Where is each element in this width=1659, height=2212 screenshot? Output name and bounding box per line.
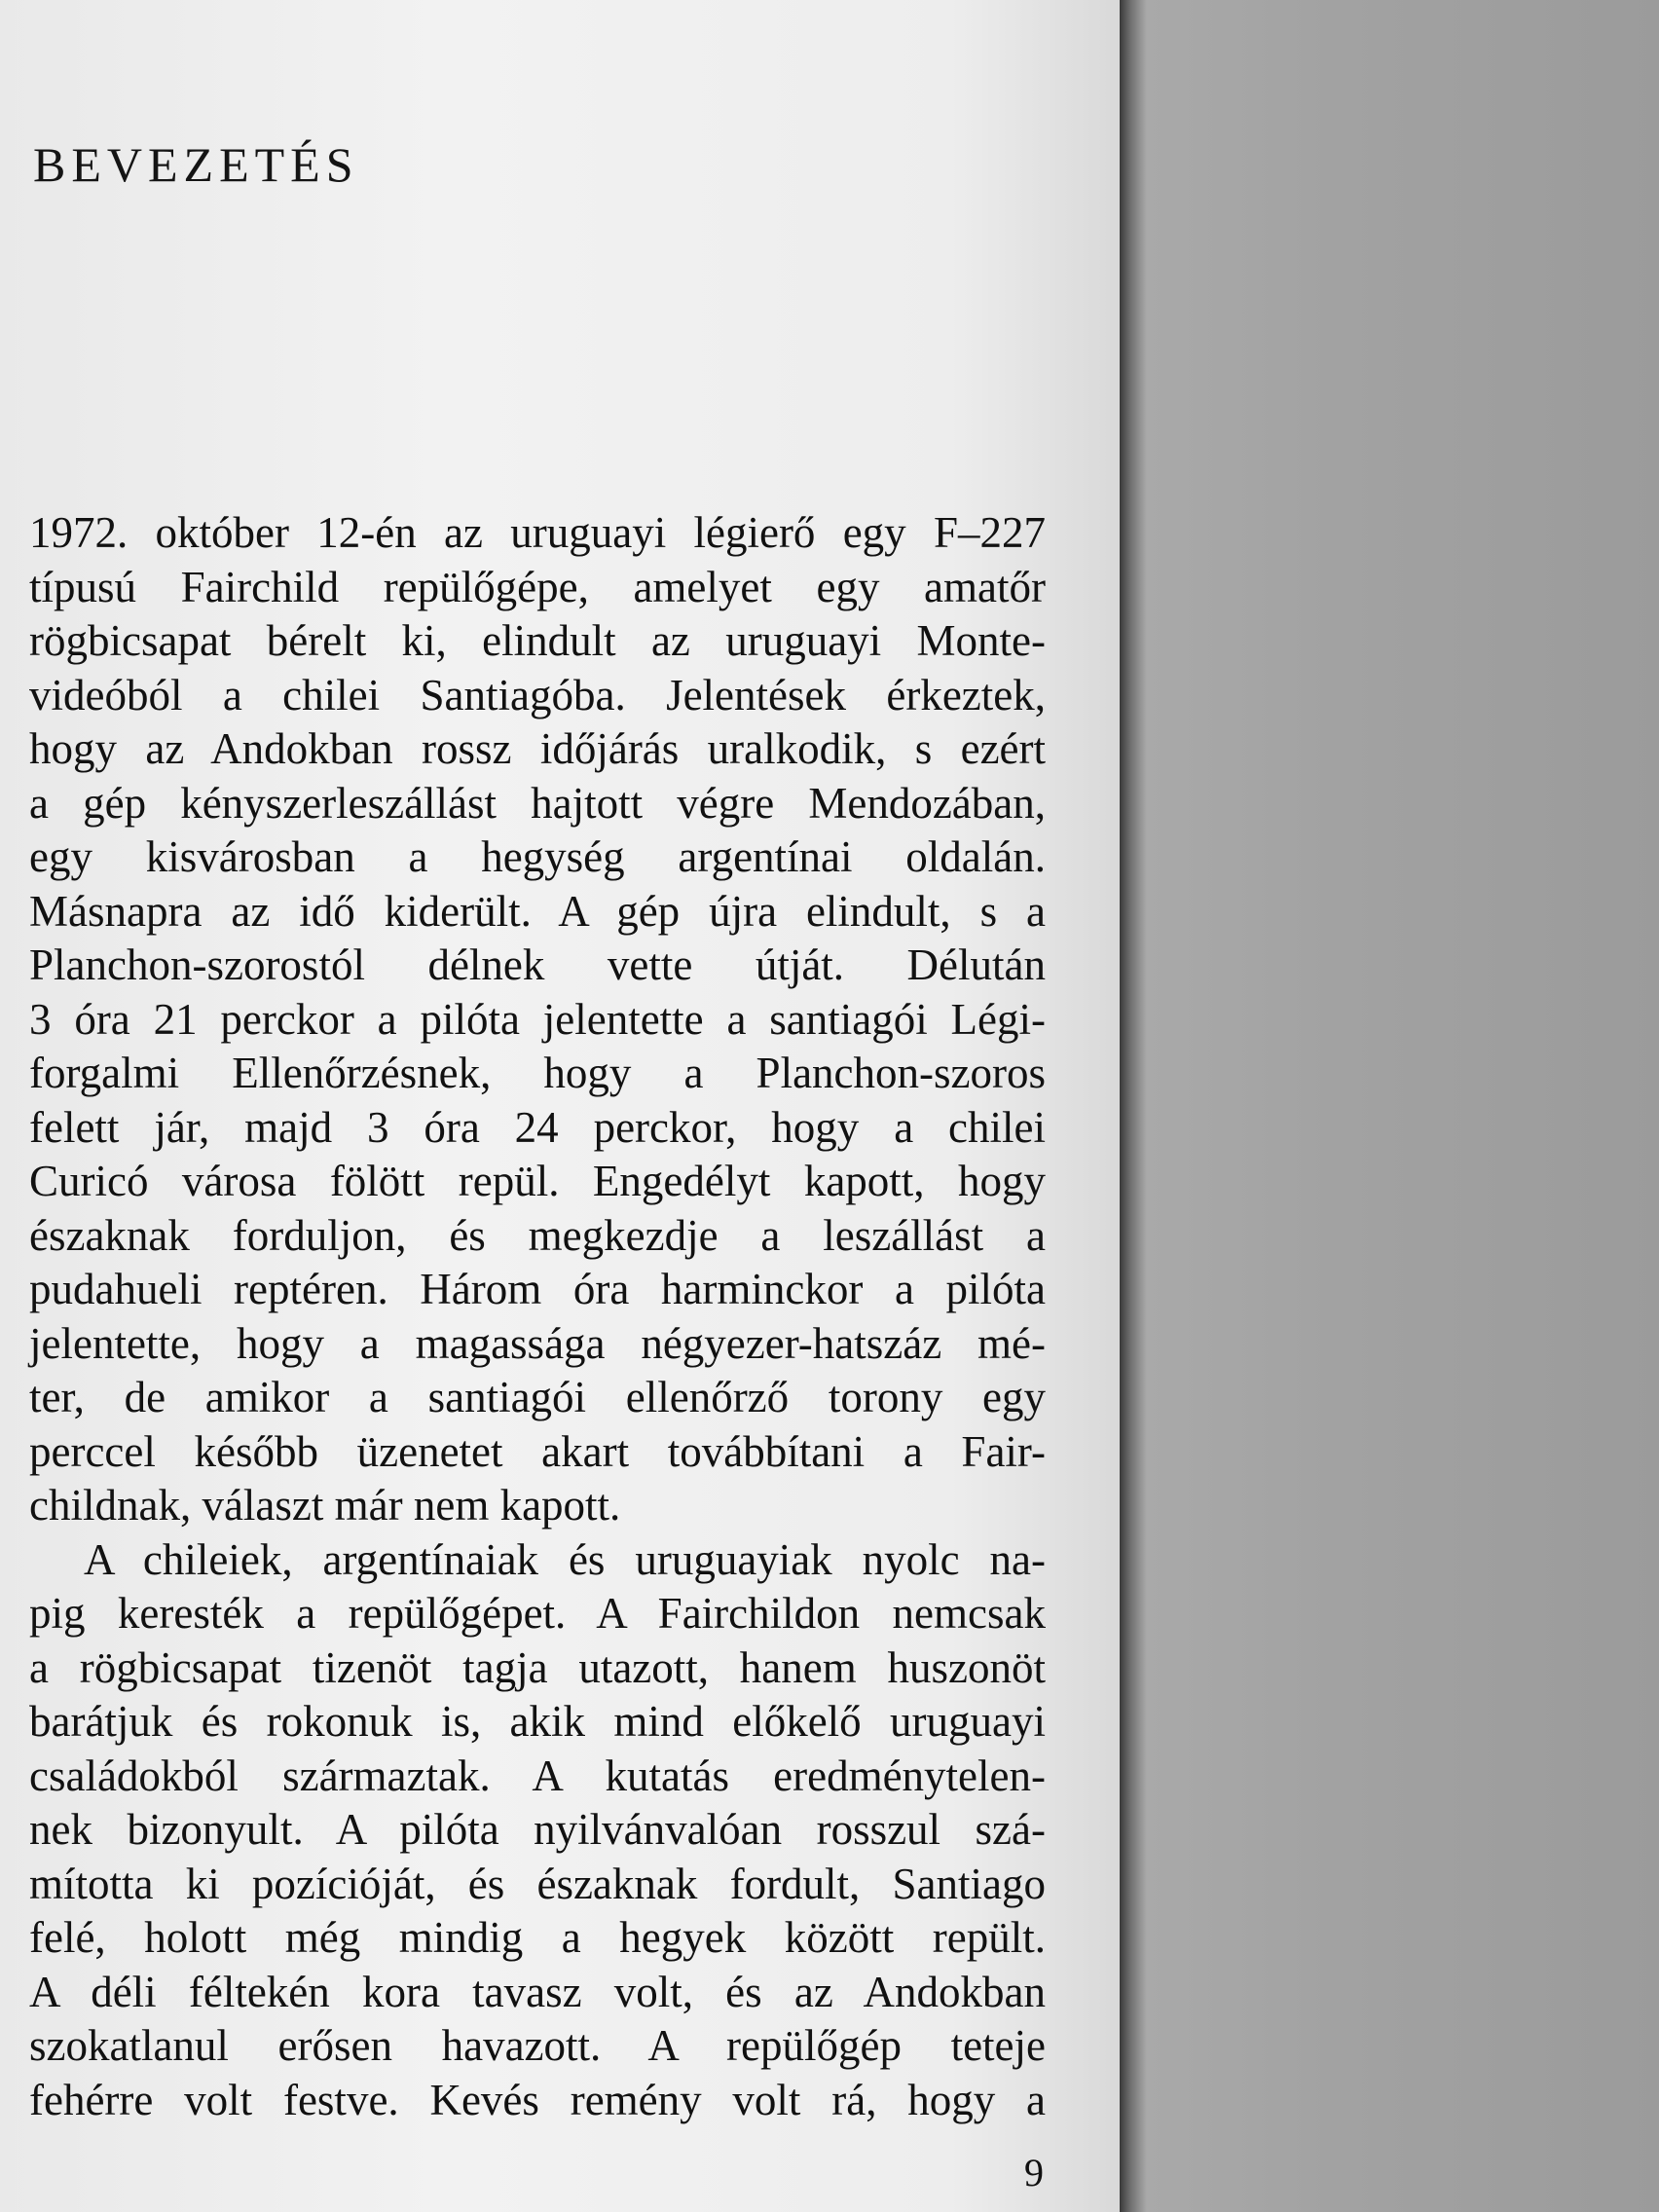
text-line: A chileiek, argentínaiak és uruguayiak nyolc na- <box>84 1534 1046 1584</box>
text-line: rögbicsapat bérelt ki, elindult az uruguayi Monte- <box>29 616 1046 665</box>
text-line: Másnapra az idő kiderült. A gép újra elindult, s a <box>29 886 1046 936</box>
text-line: barátjuk és rokonuk is, akik mind előkelő uruguayi <box>29 1697 1046 1746</box>
text-line: Planchon-szorostól délnek vette útját. Délután <box>29 940 1046 989</box>
text-line: felett jár, majd 3 óra 24 perckor, hogy a chilei <box>29 1102 1046 1152</box>
text-line: A déli féltekén kora tavasz volt, és az Andokban <box>29 1967 1046 2016</box>
text-line: perccel később üzenetet akart továbbítani a Fair- <box>29 1426 1046 1476</box>
text-line: videóból a chilei Santiagóba. Jelentések érkeztek, <box>29 670 1046 719</box>
text-line: jelentette, hogy a magassága négyezer-hatszáz mé- <box>29 1318 1046 1368</box>
text-line: egy kisvárosban a hegység argentínai oldalán. <box>29 832 1046 881</box>
text-line: a gép kényszerleszállást hajtott végre Mendozában, <box>29 778 1046 828</box>
text-line: 3 óra 21 perckor a pilóta jelentette a santiagói Légi- <box>29 994 1046 1044</box>
text-line: 1972. október 12-én az uruguayi légierő egy F–227 <box>29 508 1046 557</box>
text-line: családokból származtak. A kutatás eredménytelen- <box>29 1751 1046 1800</box>
text-line: nek bizonyult. A pilóta nyilvánvalóan rosszul szá- <box>29 1805 1046 1854</box>
show-through-text <box>428 146 1071 516</box>
text-line: szokatlanul erősen havazott. A repülőgép teteje <box>29 2021 1046 2070</box>
text-line: ter, de amikor a santiagói ellenőrző torony egy <box>29 1373 1046 1421</box>
text-line: a rögbicsapat tizenöt tagja utazott, hanem huszonöt <box>29 1642 1046 1692</box>
text-line: fehérre volt festve. Kevés remény volt rá, hogy a <box>29 2075 1046 2124</box>
text-line: északnak forduljon, és megkezdje a leszállást a <box>29 1210 1046 1260</box>
book-binding-background <box>1120 0 1659 2212</box>
text-line: childnak, választ már nem kapott. <box>29 1481 621 1530</box>
text-line: hogy az Andokban rossz időjárás uralkodik, s ezért <box>29 724 1046 773</box>
paragraph-1 <box>29 506 1046 1533</box>
text-line: felé, holott még mindig a hegyek között repült. <box>29 1913 1046 1962</box>
text-line: típusú Fairchild repülőgépe, amelyet egy amatőr <box>29 562 1046 611</box>
text-line: Curicó városa fölött repül. Engedélyt kapott, hogy <box>29 1157 1046 1205</box>
body-text <box>29 506 1046 2127</box>
text-line: pudahueli reptéren. Három óra harminckor a pilóta <box>29 1265 1046 1313</box>
text-line: mította ki pozícióját, és északnak fordult, Santiago <box>29 1859 1046 1908</box>
text-line: forgalmi Ellenőrzésnek, hogy a Planchon-szoros <box>29 1049 1046 1097</box>
text-line: pig keresték a repülőgépet. A Fairchildon nemcsak <box>29 1589 1046 1638</box>
paragraph-2 <box>29 1533 1046 2128</box>
page-number: 9 <box>1024 2151 1044 2194</box>
chapter-heading: BEVEZETÉS <box>33 137 359 192</box>
